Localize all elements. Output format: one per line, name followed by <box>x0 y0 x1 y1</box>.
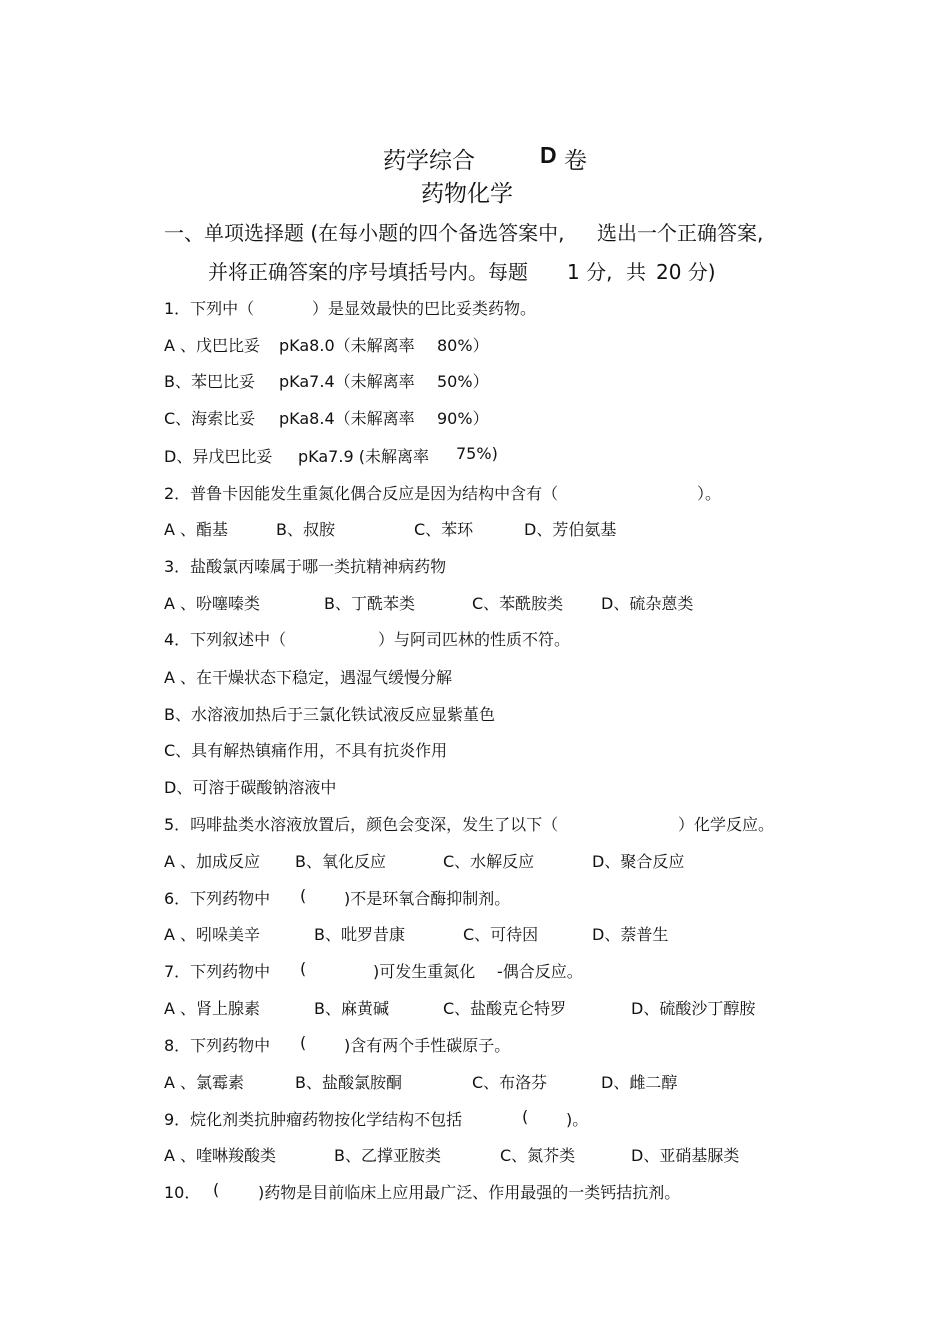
q1-option-c-name: C、海索比妥 <box>164 409 256 428</box>
question-10-part2: ( <box>213 1180 220 1199</box>
q1-option-b-name: B、苯巴比妥 <box>164 372 255 391</box>
q8-option-c: C、布洛芬 <box>472 1073 548 1092</box>
q6-option-d: D、萘普生 <box>592 925 669 944</box>
question-7-part4: -偶合反应。 <box>497 962 583 981</box>
q8-option-d: D、雌二醇 <box>601 1073 678 1092</box>
q2-option-d: D、芳伯氨基 <box>524 520 617 539</box>
page-title <box>383 142 475 175</box>
q5-option-a: A 、加成反应 <box>164 852 261 871</box>
q6-option-b: B、吡罗昔康 <box>314 925 405 944</box>
q1-option-d-name: D、异戊巴比妥 <box>164 447 273 466</box>
q1-option-c-pka: pKa8.4（未解离率 <box>279 409 415 428</box>
title-main: 药学综合 <box>383 148 475 174</box>
q2-option-c: C、苯环 <box>414 520 474 539</box>
question-5-part1: 5．吗啡盐类水溶液放置后，颜色会变深，发生了以下（ <box>164 815 559 834</box>
q1-option-d-rate: 75%) <box>456 444 498 463</box>
question-5-part2: ）化学反应。 <box>678 815 775 834</box>
section-heading-line2d: 20 分) <box>656 260 716 284</box>
q7-option-c: C、盐酸克仑特罗 <box>443 999 567 1018</box>
question-3: 3．盐酸氯丙嗪属于哪一类抗精神病药物 <box>164 557 447 576</box>
q8-option-a: A 、氯霉素 <box>164 1073 245 1092</box>
q9-option-b: B、乙撑亚胺类 <box>334 1146 441 1165</box>
question-1-part2: ）是显效最快的巴比妥类药物。 <box>312 299 537 318</box>
q3-option-d: D、硫杂蒽类 <box>601 594 694 613</box>
section-heading-line2c: 共 <box>626 260 646 284</box>
question-9-part1: 9．烷化剂类抗肿瘤药物按化学结构不包括 <box>164 1110 463 1129</box>
q9-option-c: C、氮芥类 <box>500 1146 576 1165</box>
question-4-part2: ）与阿司匹林的性质不符。 <box>378 630 571 649</box>
question-8-part3: )含有两个手性碳原子。 <box>344 1036 511 1055</box>
q7-option-b: B、麻黄碱 <box>314 999 389 1018</box>
q5-option-c: C、水解反应 <box>443 852 535 871</box>
question-7-part2: ( <box>300 959 307 978</box>
title-juan-text: 卷 <box>564 148 587 174</box>
title-paper: D <box>540 142 557 168</box>
question-4-part1: 4．下列叙述中（ <box>164 630 287 649</box>
q4-option-a: A 、在干燥状态下稳定，遇湿气缓慢分解 <box>164 668 453 687</box>
q1-option-b-rate: 50%） <box>437 372 489 391</box>
q4-option-d: D、可溶于碳酸钠溶液中 <box>164 778 337 797</box>
q5-option-d: D、聚合反应 <box>592 852 685 871</box>
q3-option-b: B、丁酰苯类 <box>324 594 415 613</box>
q6-option-c: C、可待因 <box>463 925 539 944</box>
q7-option-a: A 、肾上腺素 <box>164 999 261 1018</box>
q1-option-d-pka: pKa7.9 (未解离率 <box>298 447 429 466</box>
question-6-part1: 6．下列药物中 <box>164 889 271 908</box>
question-8-part1: 8．下列药物中 <box>164 1036 271 1055</box>
q5-option-b: B、氧化反应 <box>295 852 386 871</box>
q4-option-b: B、水溶液加热后于三氯化铁试液反应显紫堇色 <box>164 705 495 724</box>
question-10-part1: 10． <box>164 1183 201 1202</box>
question-9-part2: ( <box>522 1107 529 1126</box>
q8-option-b: B、盐酸氯胺酮 <box>295 1073 402 1092</box>
question-1-part1: 1．下列中（ <box>164 299 255 318</box>
q9-option-a: A 、喹啉羧酸类 <box>164 1146 277 1165</box>
question-10-part3: )药物是目前临床上应用最广泛、作用最强的一类钙拮抗剂。 <box>258 1183 681 1202</box>
question-2-part1: 2．普鲁卡因能发生重氮化偶合反应是因为结构中含有（ <box>164 484 559 503</box>
section-heading-line2a: 并将正确答案的序号填括号内。每题 <box>208 260 528 284</box>
q1-option-a-pka: pKa8.0（未解离率 <box>279 336 415 355</box>
q2-option-b: B、叔胺 <box>276 520 335 539</box>
q7-option-d: D、硫酸沙丁醇胺 <box>631 999 756 1018</box>
q2-option-a: A 、酯基 <box>164 520 229 539</box>
question-7-part1: 7．下列药物中 <box>164 962 271 981</box>
q1-option-a-rate: 80%） <box>437 336 489 355</box>
q1-option-b-pka: pKa7.4（未解离率 <box>279 372 415 391</box>
question-9-part3: )。 <box>566 1110 589 1129</box>
question-6-part3: )不是环氧合酶抑制剂。 <box>344 889 511 908</box>
section-heading-line2b: 1 分, <box>567 260 613 284</box>
q1-option-a-name: A 、戊巴比妥 <box>164 336 261 355</box>
section-heading-line1b: 选出一个正确答案, <box>597 221 764 245</box>
q3-option-c: C、苯酰胺类 <box>472 594 564 613</box>
q6-option-a: A 、吲哚美辛 <box>164 925 261 944</box>
question-7-part3: )可发生重氮化 <box>373 962 476 981</box>
section-heading-line1a: 一、单项选择题 (在每小题的四个备选答案中, <box>164 221 565 245</box>
q9-option-d: D、亚硝基脲类 <box>631 1146 740 1165</box>
page-subtitle <box>421 175 513 208</box>
title-juan <box>564 142 587 175</box>
title-paper-letter <box>540 142 557 169</box>
q1-option-c-rate: 90%） <box>437 409 489 428</box>
question-8-part2: ( <box>300 1033 307 1052</box>
q4-option-c: C、具有解热镇痛作用，不具有抗炎作用 <box>164 741 448 760</box>
question-6-part2: ( <box>300 886 307 905</box>
q3-option-a: A 、吩噻嗪类 <box>164 594 261 613</box>
question-2-part2: ）。 <box>697 484 722 503</box>
subtitle-text: 药物化学 <box>421 181 513 207</box>
